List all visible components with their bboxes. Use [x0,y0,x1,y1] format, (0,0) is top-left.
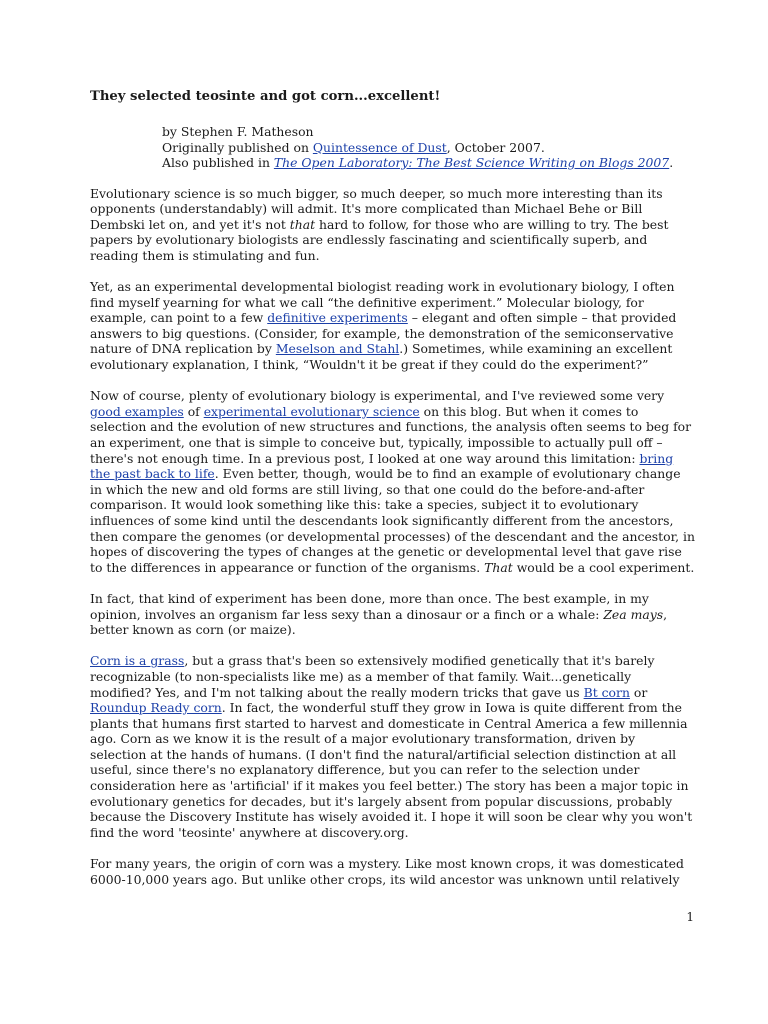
paragraph-6: For many years, the origin of corn was a mystery. Like most known crops, it was domesticated 6000-10,000 years ago. But unlike other crops, its wild ancestor was unknown until relatively [90,856,684,887]
experimental-evolutionary-science-link[interactable]: experimental evolutionary science [203,403,420,419]
paragraph-5: Corn is a grass, but a grass that's been so extensively modified genetically that it's barely recognizable (to non-specialists like me) as a member of that family. Wait...genetically modified? Yes, and I'm not talking about the really modern tricks that gave us Bt corn or Roundup Ready corn. In fact, the wonderful stuff they grow in Iowa is quite different from the plants that humans first started to harvest and domesticate in Central America a few millennia ago. Corn as we know it is the result of a major evolutionary transformation, driven by selection at the hands of humans. (I don't find the natural/artificial selection distinction at all useful, since there's no explanatory difference, but you can refer to the selection under consideration here as 'artificial' if it makes you feel better.) The story has been a major topic in evolutionary genetics for decades, but it's largely absent from popular discussions, probably because the Discovery Institute has wisely avoided it. I hope it will soon be clear why you won't find the word 'teosinte' anywhere at discovery.org. [90,653,693,840]
corn-is-a-grass-link[interactable]: Corn is a grass [90,653,185,669]
bring-past-back-link[interactable]: bring the past back to life [90,450,674,482]
paragraph-4: In fact, that kind of experiment has been done, more than once. The best example, in my opinion, involves an organism far less sexy than a dinosaur or a finch or a whale: Zea mays, better known as corn (or maize). [90,590,668,638]
roundup-ready-corn-link[interactable]: Roundup Ready corn [90,700,222,716]
byline [162,124,695,171]
also-published-line: Also published in The Open Laboratory: The Best Science Writing on Blogs 2007. [162,155,674,170]
paragraph-3: Now of course, plenty of evolutionary biology is experimental, and I've reviewed some very good examples of experimental evolutionary science on this blog. But when it comes to selection and the evolution of new structures and functions, the analysis often seems to beg for an experiment, one that is simple to conceive but, typically, impossible to actually pull off – there's not enough time. In a previous post, I looked at one way around this limitation: bring the past back to life. Even better, though, would be to find an example of evolutionary change in which the new and old forms are still living, so that one could do the before-and-after comparison. It would look something like this: take a species, subject it to evolutionary influences of some kind until the descendants look significantly different from the ancestors, then compare the genomes (or developmental processes) of the descendant and the ancestor, in hopes of discovering the types of changes at the genetic or developmental level that gave rise to the differences in appearance or function of the organisms. That would be a cool experiment. [90,388,695,575]
open-laboratory-link[interactable]: The Open Laboratory: The Best Science Writing on Blogs 2007 [273,155,670,170]
good-examples-link[interactable]: good examples [90,403,184,419]
page-number: 1 [686,910,694,924]
meselson-stahl-link[interactable]: Meselson and Stahl [275,341,400,357]
paragraph-1: Evolutionary science is so much bigger, so much deeper, so much more interesting than its opponents (understandably) will admit. It's more complicated than Michael Behe or Bill Dembski let on, and yet it's not that hard to follow, for those who are willing to try. The best papers by evolutionary biologists are endlessly fascinating and scientifically superb, and reading them is stimulating and fun. [90,185,669,263]
article-title: They selected teosinte and got corn...excellent! [90,89,441,104]
quintessence-of-dust-link[interactable]: Quintessence of Dust [312,139,447,155]
definitive-experiments-link[interactable]: definitive experiments [267,310,408,326]
paragraph-2: Yet, as an experimental developmental biologist reading work in evolutionary biology, I often find myself yearning for what we call “the definitive experiment.” Molecular biology, for example, can point to a few definitive experiments – elegant and often simple – that provided answers to big questions. (Consider, for example, the demonstration of the semiconservative nature of DNA replication by Meselson and Stahl.) Sometimes, while examining an excellent evolutionary explanation, I think, “Wouldn't it be great if they could do the experiment?” [90,279,677,373]
original-publication-line: Originally published on Quintessence of Dust, October 2007. [162,139,545,155]
bt-corn-link[interactable]: Bt corn [583,684,630,700]
author-line: by Stephen F. Matheson [162,124,314,139]
document-page [90,88,695,903]
